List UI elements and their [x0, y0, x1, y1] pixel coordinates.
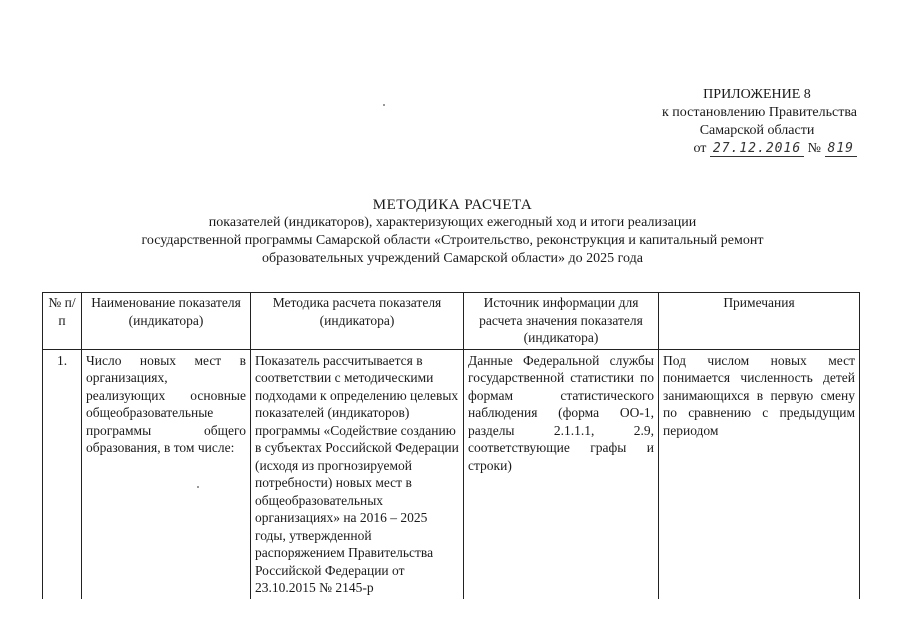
table-row [43, 349, 860, 599]
indicators-table [42, 292, 860, 599]
document-subtitle-1: показателей (индикаторов), характеризующих ежегодный ход и итоги реализации [208, 215, 697, 230]
scan-speck [197, 486, 199, 488]
row-method: Показатель рассчитывается в соответствии с методическими подходами к определению целевых показателей (индикаторов) программы «Содействие созданию в субъектах Российской Федерации (исходя из прогнозируемой потребности) новых мест в общеобразовательных организациях» на 2016 – 2025 годы, утвержденной распоряжением Правительства Российской Федерации от 23.10.2015 № 2145-р [251, 349, 464, 599]
number-prefix: № [807, 141, 822, 156]
decree-date-line [597, 140, 857, 158]
row-num: 1. [43, 349, 82, 599]
decree-date: 27.12.2016 [710, 141, 804, 157]
scan-speck [383, 104, 385, 106]
row-notes: Под числом новых мест понимается численность детей занимающихся в первую смену по сравнению с предыдущим периодом [659, 349, 860, 599]
header-notes: Примечания [659, 293, 860, 350]
appendix-label: ПРИЛОЖЕНИЕ 8 [703, 87, 811, 102]
header-source: Источник информации для расчета значения показателя (индикатора) [464, 293, 659, 350]
header-name: Наименование показателя (индикатора) [82, 293, 251, 350]
header-num: № п/п [43, 293, 82, 350]
document-title-block [0, 196, 905, 268]
date-prefix: от [693, 141, 707, 156]
decree-number: 819 [825, 141, 857, 157]
appendix-region-line: Самарской области [699, 123, 815, 138]
table-header-row [43, 293, 860, 350]
row-name: Число новых мест в организациях, реализующих основные общеобразовательные программы общего образования, в том числе: [82, 349, 251, 599]
document-title: МЕТОДИКА РАСЧЕТА [372, 197, 533, 213]
appendix-block [597, 86, 857, 158]
row-source: Данные Федеральной службы государственной статистики по формам статистического наблюдения (форма ОО-1, разделы 2.1.1.1, 2.9, соответствующие графы и строки) [464, 349, 659, 599]
document-subtitle-2: государственной программы Самарской области «Строительство, реконструкция и капитальный ремонт [141, 233, 764, 248]
header-method: Методика расчета показателя (индикатора) [251, 293, 464, 350]
document-subtitle-3: образовательных учреждений Самарской области» до 2025 года [262, 251, 643, 266]
appendix-decree-line: к постановлению Правительства [661, 105, 857, 120]
